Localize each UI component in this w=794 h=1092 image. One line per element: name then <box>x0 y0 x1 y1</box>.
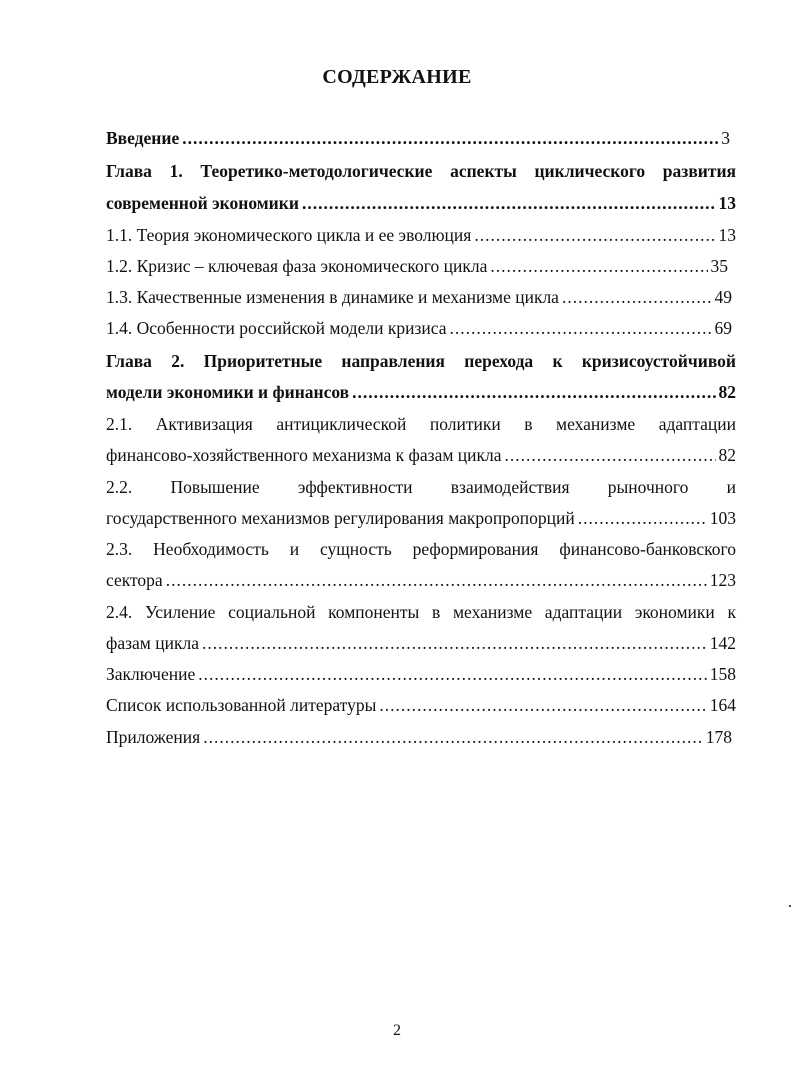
toc-entry-label: 1.1. Теория экономического цикла и ее эволюция <box>106 225 472 245</box>
toc-page-number: 142 <box>709 633 736 653</box>
toc-entry-label: Введение <box>106 128 180 148</box>
toc-entry-label: 1.2. Кризис – ключевая фаза экономического цикла <box>106 256 488 276</box>
toc-entry-label: Список использованной литературы <box>106 695 377 715</box>
toc-entry-label: модели экономики и финансов <box>106 382 350 402</box>
toc-page-number: 69 <box>714 318 732 338</box>
leader-dots <box>202 633 707 653</box>
toc-entry-label: 1.4. Особенности российской модели кризиса <box>106 318 447 338</box>
toc-entry-label: государственного механизмов регулирования макропропорций <box>106 508 575 528</box>
leader-dots <box>474 225 715 245</box>
leader-dots <box>505 445 716 465</box>
toc-page-number: 158 <box>709 664 736 684</box>
page-number: 2 <box>393 1022 401 1039</box>
toc-entry-section-2-3-line1[interactable]: 2.3. Необходимость и сущность реформирования финансово-банковского <box>106 539 736 559</box>
leader-dots <box>490 256 707 276</box>
toc-entry-section-2-1[interactable] <box>106 445 736 465</box>
leader-dots <box>182 128 718 148</box>
toc-entry-chapter-1-line1[interactable]: Глава 1. Теоретико-методологические аспекты циклического развития <box>106 161 736 181</box>
leader-dots <box>302 193 716 213</box>
leader-dots <box>198 664 707 684</box>
toc-entry-section-2-4-line1[interactable]: 2.4. Усиление социальной компоненты в механизме адаптации экономики к <box>106 602 736 622</box>
leader-dots <box>578 508 707 528</box>
toc-entry-label: 1.3. Качественные изменения в динамике и механизме цикла <box>106 287 559 307</box>
toc-page-number: 103 <box>709 508 736 528</box>
toc-entry-section-2-2-line1[interactable]: 2.2. Повышение эффективности взаимодействия рыночного и <box>106 477 736 497</box>
leader-dots <box>449 318 711 338</box>
toc-entry-section-1-4[interactable] <box>106 318 736 338</box>
toc-page-number: 49 <box>714 287 732 307</box>
toc-entry-label: сектора <box>106 570 163 590</box>
toc-entry-section-1-3[interactable] <box>106 287 736 307</box>
toc-entry-label: современной экономики <box>106 193 299 213</box>
toc-page-number: 123 <box>709 570 736 590</box>
toc-page-number: 82 <box>718 382 736 402</box>
toc-page-number: 178 <box>705 727 732 747</box>
toc-entry-label: финансово-хозяйственного механизма к фазам цикла <box>106 445 502 465</box>
page-title: СОДЕРЖАНИЕ <box>322 66 472 88</box>
toc-entry-section-1-2[interactable] <box>106 256 736 276</box>
leader-dots <box>166 570 707 590</box>
toc-entry-chapter-2-line1[interactable]: Глава 2. Приоритетные направления перехода к кризисоустойчивой <box>106 351 736 371</box>
toc-entry-chapter-2[interactable] <box>106 382 736 402</box>
toc-page-number: 164 <box>709 695 736 715</box>
toc-page-number: 13 <box>718 225 736 245</box>
toc-entry-section-2-4[interactable] <box>106 633 736 653</box>
toc-page-number: 3 <box>721 128 730 148</box>
leader-dots <box>379 695 706 715</box>
toc-entry-label: фазам цикла <box>106 633 199 653</box>
toc-entry-section-2-1-line1[interactable]: 2.1. Активизация антициклической политики в механизме адаптации <box>106 414 736 434</box>
toc-entry-introduction[interactable] <box>106 128 736 148</box>
toc-entry-appendices[interactable] <box>106 727 736 747</box>
leader-dots <box>562 287 712 307</box>
leader-dots <box>203 727 703 747</box>
toc-entry-section-1-1[interactable] <box>106 225 736 245</box>
toc-entry-conclusion[interactable] <box>106 664 736 684</box>
toc-entry-chapter-1[interactable] <box>106 193 736 213</box>
leader-dots <box>352 382 715 402</box>
toc-page-number: 82 <box>718 445 736 465</box>
toc-entry-label: Заключение <box>106 664 196 684</box>
toc-entry-references[interactable] <box>106 695 736 715</box>
toc-entry-label: Приложения <box>106 727 201 747</box>
toc-entry-section-2-2[interactable] <box>106 508 736 528</box>
toc-page-number: 35 <box>710 256 728 276</box>
toc-entry-section-2-3[interactable] <box>106 570 736 590</box>
toc-page-number: 13 <box>718 193 736 213</box>
scan-speck <box>789 905 791 907</box>
